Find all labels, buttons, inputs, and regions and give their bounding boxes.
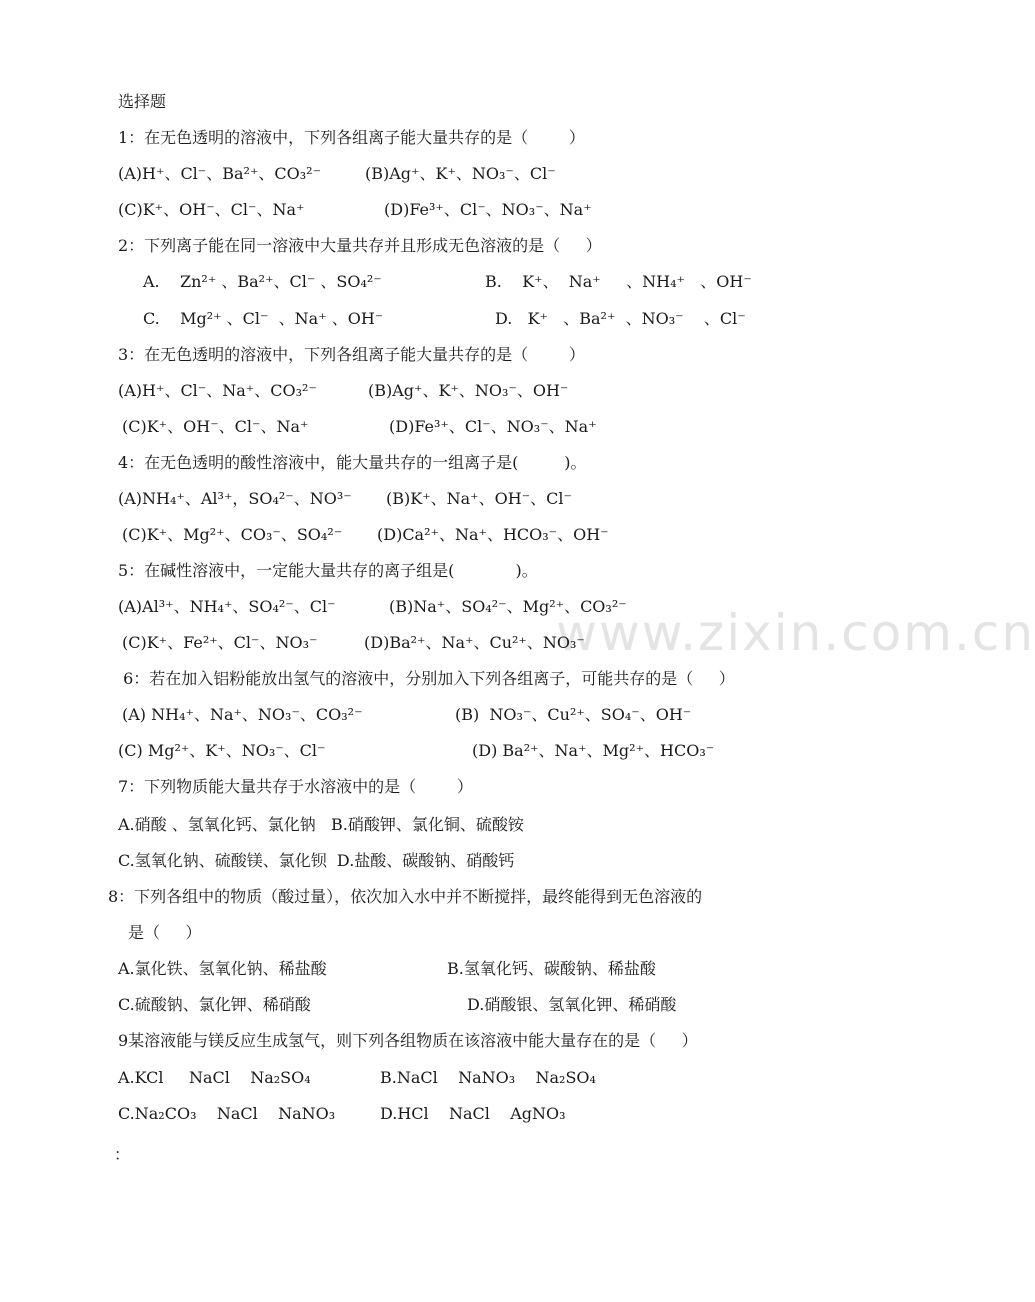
text-line: (A) NH₄⁺、Na⁺、NO₃⁻、CO₃²⁻ bbox=[122, 705, 363, 724]
text-line: (A)NH₄⁺、Al³⁺，SO₄²⁻、NO³⁻ bbox=[118, 489, 352, 508]
text-line: C.氢氧化钠、硫酸镁、氯化钡 D.盐酸、碳酸钠、硝酸钙 bbox=[118, 851, 515, 870]
text-line: 4：在无色透明的酸性溶液中，能大量共存的一组离子是( )。 bbox=[118, 453, 587, 472]
text-line: 7：下列物质能大量共存于水溶液中的是（ ） bbox=[118, 777, 473, 796]
text-line: 6：若在加入铝粉能放出氢气的溶液中，分别加入下列各组离子，可能共存的是（ ） bbox=[118, 669, 735, 688]
text-line: 是（ ） bbox=[128, 923, 202, 942]
text-line: 选择题 bbox=[118, 92, 167, 111]
text-line: 2：下列离子能在同一溶液中大量共存并且形成无色溶液的是（ ） bbox=[118, 236, 602, 255]
text-line: (C)K⁺、Fe²⁺、Cl⁻、NO₃⁻ bbox=[122, 633, 318, 652]
text-line: (D)Ba²⁺、Na⁺、Cu²⁺、NO₃⁻ bbox=[364, 633, 585, 652]
text-line: (A)Al³⁺、NH₄⁺、SO₄²⁻、Cl⁻ bbox=[118, 597, 336, 616]
text-line: B.氢氧化钙、碳酸钠、稀盐酸 bbox=[447, 959, 656, 978]
watermark: www.zixin.com.cn bbox=[556, 604, 1035, 662]
text-line: (A)H⁺、Cl⁻、Na⁺、CO₃²⁻ bbox=[118, 381, 317, 400]
text-line: 3：在无色透明的溶液中，下列各组离子能大量共存的是（ ） bbox=[118, 345, 585, 364]
text-line: A.氯化铁、氢氧化钠、稀盐酸 bbox=[118, 959, 327, 978]
text-line: B.NaCl NaNO₃ Na₂SO₄ bbox=[380, 1068, 596, 1087]
text-line: D.HCl NaCl AgNO₃ bbox=[380, 1104, 566, 1123]
text-line: C. Mg²⁺ 、Cl⁻ 、Na⁺ 、OH⁻ bbox=[143, 309, 384, 328]
text-line: ： bbox=[114, 1145, 131, 1164]
text-line: (B)Ag⁺、K⁺、NO₃⁻、OH⁻ bbox=[368, 381, 569, 400]
text-line: (C)K⁺、OH⁻、Cl⁻、Na⁺ bbox=[122, 417, 309, 436]
text-line: (C)K⁺、OH⁻、Cl⁻、Na⁺ bbox=[118, 200, 305, 219]
text-line: (C) Mg²⁺、K⁺、NO₃⁻、Cl⁻ bbox=[118, 741, 326, 760]
text-line: B. K⁺、 Na⁺ 、NH₄⁺ 、OH⁻ bbox=[485, 272, 752, 291]
text-line: (B) NO₃⁻、Cu²⁺、SO₄⁻、OH⁻ bbox=[455, 705, 692, 724]
text-line: C.Na₂CO₃ NaCl NaNO₃ bbox=[118, 1104, 336, 1123]
text-line: A. Zn²⁺ 、Ba²⁺、Cl⁻ 、SO₄²⁻ bbox=[143, 272, 382, 291]
text-line: (B)Na⁺、SO₄²⁻、Mg²⁺、CO₃²⁻ bbox=[389, 597, 627, 616]
text-line: (D)Fe³⁺、Cl⁻、NO₃⁻、Na⁺ bbox=[389, 417, 597, 436]
text-line: D. K⁺ 、Ba²⁺ 、NO₃⁻ 、Cl⁻ bbox=[495, 309, 746, 328]
text-line: (A)H⁺、Cl⁻、Ba²⁺、CO₃²⁻ bbox=[118, 164, 322, 183]
text-line: D.硝酸银、氢氧化钾、稀硝酸 bbox=[467, 995, 677, 1014]
text-line: (B)K⁺、Na⁺、OH⁻、Cl⁻ bbox=[386, 489, 572, 508]
text-line: A.硝酸 、氢氧化钙、氯化钠 B.硝酸钾、氯化铜、硫酸铵 bbox=[118, 815, 524, 834]
text-line: (D)Ca²⁺、Na⁺、HCO₃⁻、OH⁻ bbox=[377, 525, 609, 544]
text-line: C.硫酸钠、氯化钾、稀硝酸 bbox=[118, 995, 311, 1014]
text-line: (B)Ag⁺、K⁺、NO₃⁻、Cl⁻ bbox=[365, 164, 556, 183]
text-line: 8：下列各组中的物质（酸过量），依次加入水中并不断搅拌，最终能得到无色溶液的 bbox=[108, 887, 703, 906]
text-line: 1：在无色透明的溶液中，下列各组离子能大量共存的是（ ） bbox=[118, 128, 585, 147]
text-line: (C)K⁺、Mg²⁺、CO₃⁻、SO₄²⁻ bbox=[122, 525, 343, 544]
text-line: A.KCl NaCl Na₂SO₄ bbox=[118, 1068, 311, 1087]
text-line: (D) Ba²⁺、Na⁺、Mg²⁺、HCO₃⁻ bbox=[472, 741, 715, 760]
text-line: 5：在碱性溶液中，一定能大量共存的离子组是( )。 bbox=[118, 561, 538, 580]
text-line: (D)Fe³⁺、Cl⁻、NO₃⁻、Na⁺ bbox=[384, 200, 592, 219]
text-line: 9某溶液能与镁反应生成氢气，则下列各组物质在该溶液中能大量存在的是（ ） bbox=[118, 1031, 698, 1050]
